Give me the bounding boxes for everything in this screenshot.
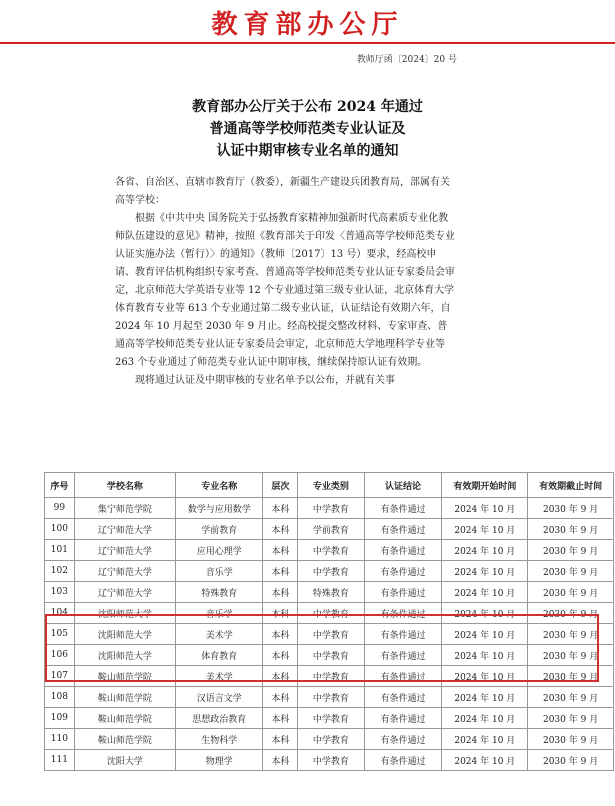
document-number: 教师厅函〔2024〕20 号 (356, 55, 457, 65)
table-cell: 数学与应用数学 (175, 498, 262, 519)
table-cell: 辽宁师范大学 (74, 540, 175, 561)
table-cell: 中学教育 (298, 561, 364, 582)
table-cell: 有条件通过 (364, 582, 442, 603)
notice-title-line-2: 普通高等学校师范类专业认证及 (209, 121, 406, 137)
table-cell: 2030 年 9 月 (528, 666, 614, 687)
table-cell: 有条件通过 (364, 540, 442, 561)
notice-title-line-3: 认证中期审核专业名单的通知 (216, 143, 399, 159)
table-cell: 中学教育 (298, 708, 364, 729)
table-row (45, 750, 614, 771)
table-cell: 美术学 (175, 624, 262, 645)
table-cell: 集宁师范学院 (74, 498, 175, 519)
table-cell: 有条件通过 (364, 687, 442, 708)
table-cell: 本科 (263, 708, 298, 729)
table-cell: 2030 年 9 月 (528, 498, 614, 519)
table-row (45, 666, 614, 687)
header-cell: 专业名称 (175, 473, 262, 498)
table-cell: 2024 年 10 月 (442, 603, 528, 624)
table-body (45, 498, 614, 771)
table-cell: 2024 年 10 月 (442, 498, 528, 519)
table-cell: 2030 年 9 月 (528, 624, 614, 645)
table-cell: 104 (45, 603, 75, 624)
table-cell: 108 (45, 687, 75, 708)
table-cell: 本科 (263, 498, 298, 519)
table-cell: 中学教育 (298, 603, 364, 624)
table-cell: 中学教育 (298, 498, 364, 519)
table-cell: 本科 (263, 540, 298, 561)
body-paragraph-1: 根据《中共中央 国务院关于弘扬教育家精神加强新时代高素质专业化教师队伍建设的意见》精神，按照《教育部关于印发〈普通高等学校师范类专业认证实施办法（暂行）〉的通知》（教师〔2017〕13 号）要求，经高校申请、教育评估机构组织专家考查、普通高等学校师范类专业认证专家委员会审定，北京师范大学英语专业等 12 个专业通过第三级专业认证，北京体育大学体育教育专业等 613 个专业通过第二级专业认证，认证结论有效期六年，自 2024 年 10 月起至 2030 年 9 月止。经高校提交整改材料、专家审查、普通高等学校师范类专业认证专家委员会审定，北京师范大学地理科学专业等 263 个专业通过了师范类专业认证中期审核，继续保持原认证有效期。 (115, 213, 455, 368)
table-cell: 中学教育 (298, 729, 364, 750)
table-cell: 本科 (263, 750, 298, 771)
table-cell: 本科 (263, 561, 298, 582)
table-cell: 音乐学 (175, 603, 262, 624)
table-cell: 中学教育 (298, 687, 364, 708)
header-cell: 层次 (263, 473, 298, 498)
table-cell: 2024 年 10 月 (442, 708, 528, 729)
header-cell: 有效期开始时间 (442, 473, 528, 498)
table-cell: 本科 (263, 687, 298, 708)
table-row (45, 540, 614, 561)
table-cell: 2030 年 9 月 (528, 561, 614, 582)
body-paragraph-2: 现将通过认证及中期审核的专业名单予以公布，并就有关事 (135, 375, 395, 386)
table-cell: 2024 年 10 月 (442, 645, 528, 666)
table-cell: 学前教育 (298, 519, 364, 540)
table-cell: 102 (45, 561, 75, 582)
header-cell: 专业类别 (298, 473, 364, 498)
table-row (45, 624, 614, 645)
table-cell: 沈阳大学 (74, 750, 175, 771)
table-cell: 有条件通过 (364, 624, 442, 645)
table-cell: 本科 (263, 603, 298, 624)
table-cell: 111 (45, 750, 75, 771)
table-cell: 特殊教育 (298, 582, 364, 603)
table-cell: 2024 年 10 月 (442, 519, 528, 540)
table-row (45, 498, 614, 519)
table-cell: 2030 年 9 月 (528, 687, 614, 708)
table-cell: 辽宁师范大学 (74, 561, 175, 582)
table-cell: 物理学 (175, 750, 262, 771)
table-row (45, 729, 614, 750)
table-cell: 2024 年 10 月 (442, 666, 528, 687)
table-cell: 2030 年 9 月 (528, 582, 614, 603)
table-cell: 2024 年 10 月 (442, 750, 528, 771)
table-cell: 99 (45, 498, 75, 519)
table-cell: 2030 年 9 月 (528, 540, 614, 561)
table-cell: 有条件通过 (364, 729, 442, 750)
table-cell: 沈阳师范大学 (74, 645, 175, 666)
table-cell: 2024 年 10 月 (442, 687, 528, 708)
header-cell: 认证结论 (364, 473, 442, 498)
table-cell: 中学教育 (298, 540, 364, 561)
header-cell: 序号 (45, 473, 75, 498)
table-cell: 110 (45, 729, 75, 750)
table-cell: 109 (45, 708, 75, 729)
table-cell: 中学教育 (298, 750, 364, 771)
table-cell: 特殊教育 (175, 582, 262, 603)
table-cell: 105 (45, 624, 75, 645)
page-gap (0, 440, 615, 466)
table-cell: 应用心理学 (175, 540, 262, 561)
table-cell: 本科 (263, 645, 298, 666)
table-cell: 2024 年 10 月 (442, 582, 528, 603)
table-cell: 107 (45, 666, 75, 687)
table-cell: 有条件通过 (364, 750, 442, 771)
table-cell: 辽宁师范大学 (74, 582, 175, 603)
table-cell: 鞍山师范学院 (74, 687, 175, 708)
header-cell: 学校名称 (74, 473, 175, 498)
table-cell: 中学教育 (298, 645, 364, 666)
table-cell: 2024 年 10 月 (442, 624, 528, 645)
table-cell: 生物科学 (175, 729, 262, 750)
table-cell: 沈阳师范大学 (74, 603, 175, 624)
table-row (45, 561, 614, 582)
table-cell: 101 (45, 540, 75, 561)
table-cell: 辽宁师范大学 (74, 519, 175, 540)
table-cell: 中学教育 (298, 624, 364, 645)
table-cell: 有条件通过 (364, 708, 442, 729)
table-cell: 鞍山师范学院 (74, 729, 175, 750)
table-cell: 体育教育 (175, 645, 262, 666)
table-cell: 美术学 (175, 666, 262, 687)
table-cell: 2030 年 9 月 (528, 645, 614, 666)
table-cell: 本科 (263, 582, 298, 603)
table-cell: 鞍山师范学院 (74, 708, 175, 729)
table-cell: 学前教育 (175, 519, 262, 540)
table-cell: 本科 (263, 624, 298, 645)
table-cell: 思想政治教育 (175, 708, 262, 729)
issuing-office-title: 教育部办公厅 (211, 10, 404, 40)
table-cell: 106 (45, 645, 75, 666)
table-cell: 本科 (263, 666, 298, 687)
table-cell: 2024 年 10 月 (442, 729, 528, 750)
table-cell: 鞍山师范学院 (74, 666, 175, 687)
table-cell: 本科 (263, 729, 298, 750)
table-row (45, 603, 614, 624)
table-cell: 2030 年 9 月 (528, 729, 614, 750)
table-cell: 有条件通过 (364, 498, 442, 519)
notice-title-line-1: 教育部办公厅关于公布 2024 年通过 (192, 99, 423, 115)
table-cell: 103 (45, 582, 75, 603)
notice-title (0, 96, 615, 162)
table-row (45, 708, 614, 729)
table-cell: 2030 年 9 月 (528, 519, 614, 540)
notice-body (115, 174, 455, 390)
table-cell: 沈阳师范大学 (74, 624, 175, 645)
approved-programs-table (44, 472, 614, 771)
table-row (45, 519, 614, 540)
table-cell: 有条件通过 (364, 645, 442, 666)
recipients-paragraph: 各省、自治区、直辖市教育厅（教委），新疆生产建设兵团教育局，部属有关高等学校： (115, 177, 450, 206)
table-cell: 有条件通过 (364, 519, 442, 540)
table-cell: 音乐学 (175, 561, 262, 582)
header-red-rule (0, 42, 615, 44)
table-cell: 2030 年 9 月 (528, 708, 614, 729)
table-cell: 100 (45, 519, 75, 540)
table-cell: 2024 年 10 月 (442, 540, 528, 561)
header-cell: 有效期截止时间 (528, 473, 614, 498)
table-row (45, 645, 614, 666)
table-cell: 有条件通过 (364, 603, 442, 624)
table-cell: 中学教育 (298, 666, 364, 687)
table-cell: 有条件通过 (364, 666, 442, 687)
table-cell: 本科 (263, 519, 298, 540)
table-cell: 汉语言文学 (175, 687, 262, 708)
table-cell: 2024 年 10 月 (442, 561, 528, 582)
table-header-row (45, 473, 614, 498)
table-cell: 2030 年 9 月 (528, 603, 614, 624)
table-cell: 有条件通过 (364, 561, 442, 582)
table-row (45, 687, 614, 708)
table-row (45, 582, 614, 603)
table-cell: 2030 年 9 月 (528, 750, 614, 771)
